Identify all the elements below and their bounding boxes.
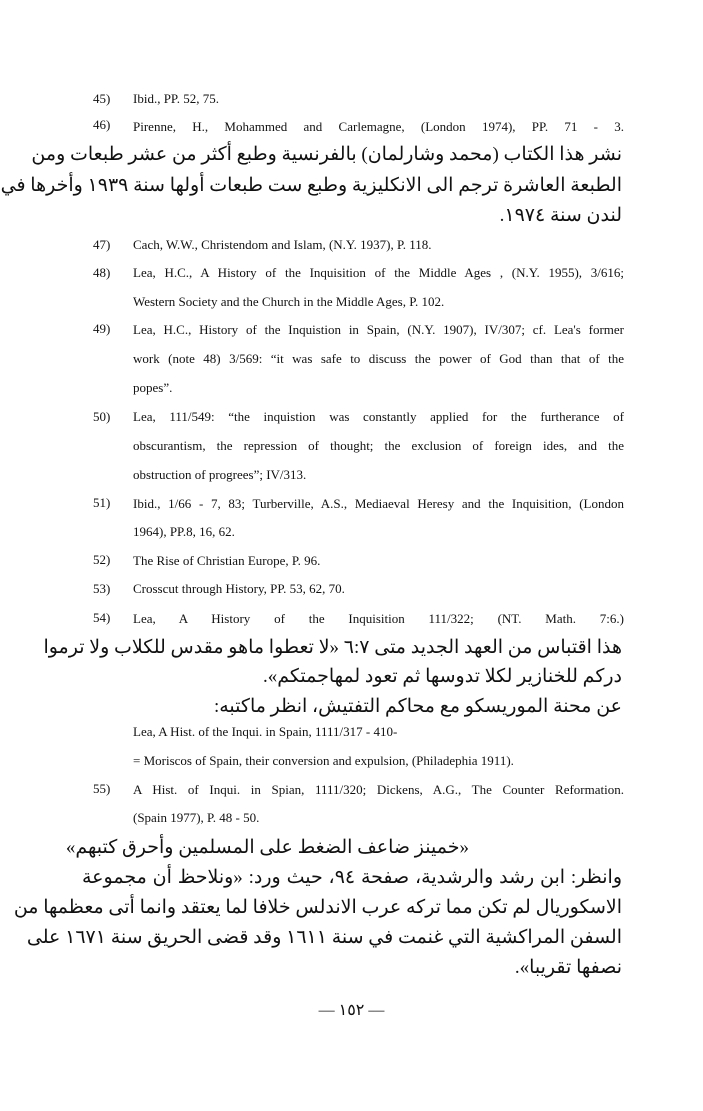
note-50-text-line-2: obscurantism, the repression of thought; the exclusion of foreign ides, and the	[133, 438, 624, 453]
note-46-arabic-line-2: الطبعة العاشرة ترجم الى الانكليزية وطبع ست طبعات أولها سنة ١٩٣٩ وأخرها في	[0, 175, 622, 196]
note-54-arabic-line-1: هذا اقتباس من العهد الجديد متى ٦:٧ «لا تعطوا ماهو مقدس للكلاب ولا ترموا	[43, 637, 622, 658]
note-48-text-line-1: Lea, H.C., A History of the Inquisition of the Middle Ages , (N.Y. 1955), 3/616;	[133, 265, 624, 280]
note-number-46: 46)	[93, 117, 111, 132]
note-number-47: 47)	[93, 237, 111, 252]
note-55-arabic-line-3: الاسكوريال لم تكن مما تركه عرب الاندلس خلافا لما يعتقد وانما أتى معظمها من	[13, 897, 622, 918]
note-55-arabic-line-2: وانظر: ابن رشد والرشدية، صفحة ٩٤، حيث ورد: «ونلاحظ أن مجموعة	[82, 867, 622, 888]
note-54-ref-line-2: = Moriscos of Spain, their conversion and expulsion, (Philadephia 1911).	[133, 753, 514, 768]
note-49-text-line-1: Lea, H.C., History of the Inquistion in Spain, (N.Y. 1907), IV/307; cf. Lea's former	[133, 322, 624, 337]
note-number-54: 54)	[93, 610, 111, 625]
note-47-text: Cach, W.W., Christendom and Islam, (N.Y. 1937), P. 118.	[133, 237, 432, 252]
note-52-text: The Rise of Christian Europe, P. 96.	[133, 553, 321, 568]
note-54-arabic-line-3: عن محنة الموريسكو مع محاكم التفتيش، انظر ماكتبه:	[213, 696, 622, 717]
note-55-arabic-line-1: «خمينز ضاعف الضغط على المسلمين وأحرق كتبهم»	[65, 837, 469, 858]
note-55-text-line-2: (Spain 1977), P. 48 - 50.	[133, 810, 260, 825]
note-50-text-line-1: Lea, 111/549: “the inquistion was constantly applied for the furtherance of	[133, 409, 624, 424]
note-55-arabic-line-5: نصفها تقريبا».	[514, 957, 622, 978]
note-51-text-line-1: Ibid., 1/66 - 7, 83; Turberville, A.S., Mediaeval Heresy and the Inquisition, (London	[133, 496, 624, 511]
note-50-text-line-3: obstruction of progrees”; IV/313.	[133, 467, 307, 482]
note-51-text-line-2: 1964), PP.8, 16, 62.	[133, 524, 235, 539]
note-46-arabic-line-1: نشر هذا الكتاب (محمد وشارلمان) بالفرنسية وطبع أكثر من عشر طبعات ومن	[31, 144, 622, 165]
note-53-text: Crosscut through History, PP. 53, 62, 70.	[133, 581, 345, 596]
note-number-52: 52)	[93, 552, 111, 567]
note-48-text-line-2: Western Society and the Church in the Middle Ages, P. 102.	[133, 294, 445, 309]
page-number: — ١٥٢ —	[318, 1002, 385, 1019]
note-54-ref-line-1: Lea, A Hist. of the Inqui. in Spain, 1111/317 - 410-	[133, 724, 398, 739]
note-number-50: 50)	[93, 409, 111, 424]
note-55-text-line-1: A Hist. of Inqui. in Spian, 1111/320; Dickens, A.G., The Counter Reformation.	[133, 782, 624, 797]
note-number-49: 49)	[93, 321, 111, 336]
note-49-text-line-3: popes”.	[133, 380, 173, 395]
note-54-text: Lea, A History of the Inquisition 111/322; (NT. Math. 7:6.)	[133, 611, 624, 626]
note-number-51: 51)	[93, 495, 111, 510]
note-number-45: 45)	[93, 91, 111, 106]
note-54-arabic-line-2: دركم للخنازير لكلا تدوسها ثم تعود لمهاجمتكم».	[263, 666, 622, 687]
note-55-arabic-line-4: السفن المراكشية التي غنمت في سنة ١٦١١ وقد قضى الحريق سنة ١٦٧١ على	[26, 927, 622, 948]
note-46-arabic-line-3: لندن سنة ١٩٧٤.	[499, 205, 622, 226]
note-49-text-line-2: work (note 48) 3/569: “it was safe to discuss the power of God than that of the	[133, 351, 624, 366]
note-45-text: Ibid., PP. 52, 75.	[133, 91, 219, 106]
note-46-text: Pirenne, H., Mohammed and Carlemagne, (London 1974), PP. 71 - 3.	[133, 119, 624, 134]
note-number-53: 53)	[93, 581, 111, 596]
note-number-55: 55)	[93, 781, 111, 796]
note-number-48: 48)	[93, 265, 111, 280]
